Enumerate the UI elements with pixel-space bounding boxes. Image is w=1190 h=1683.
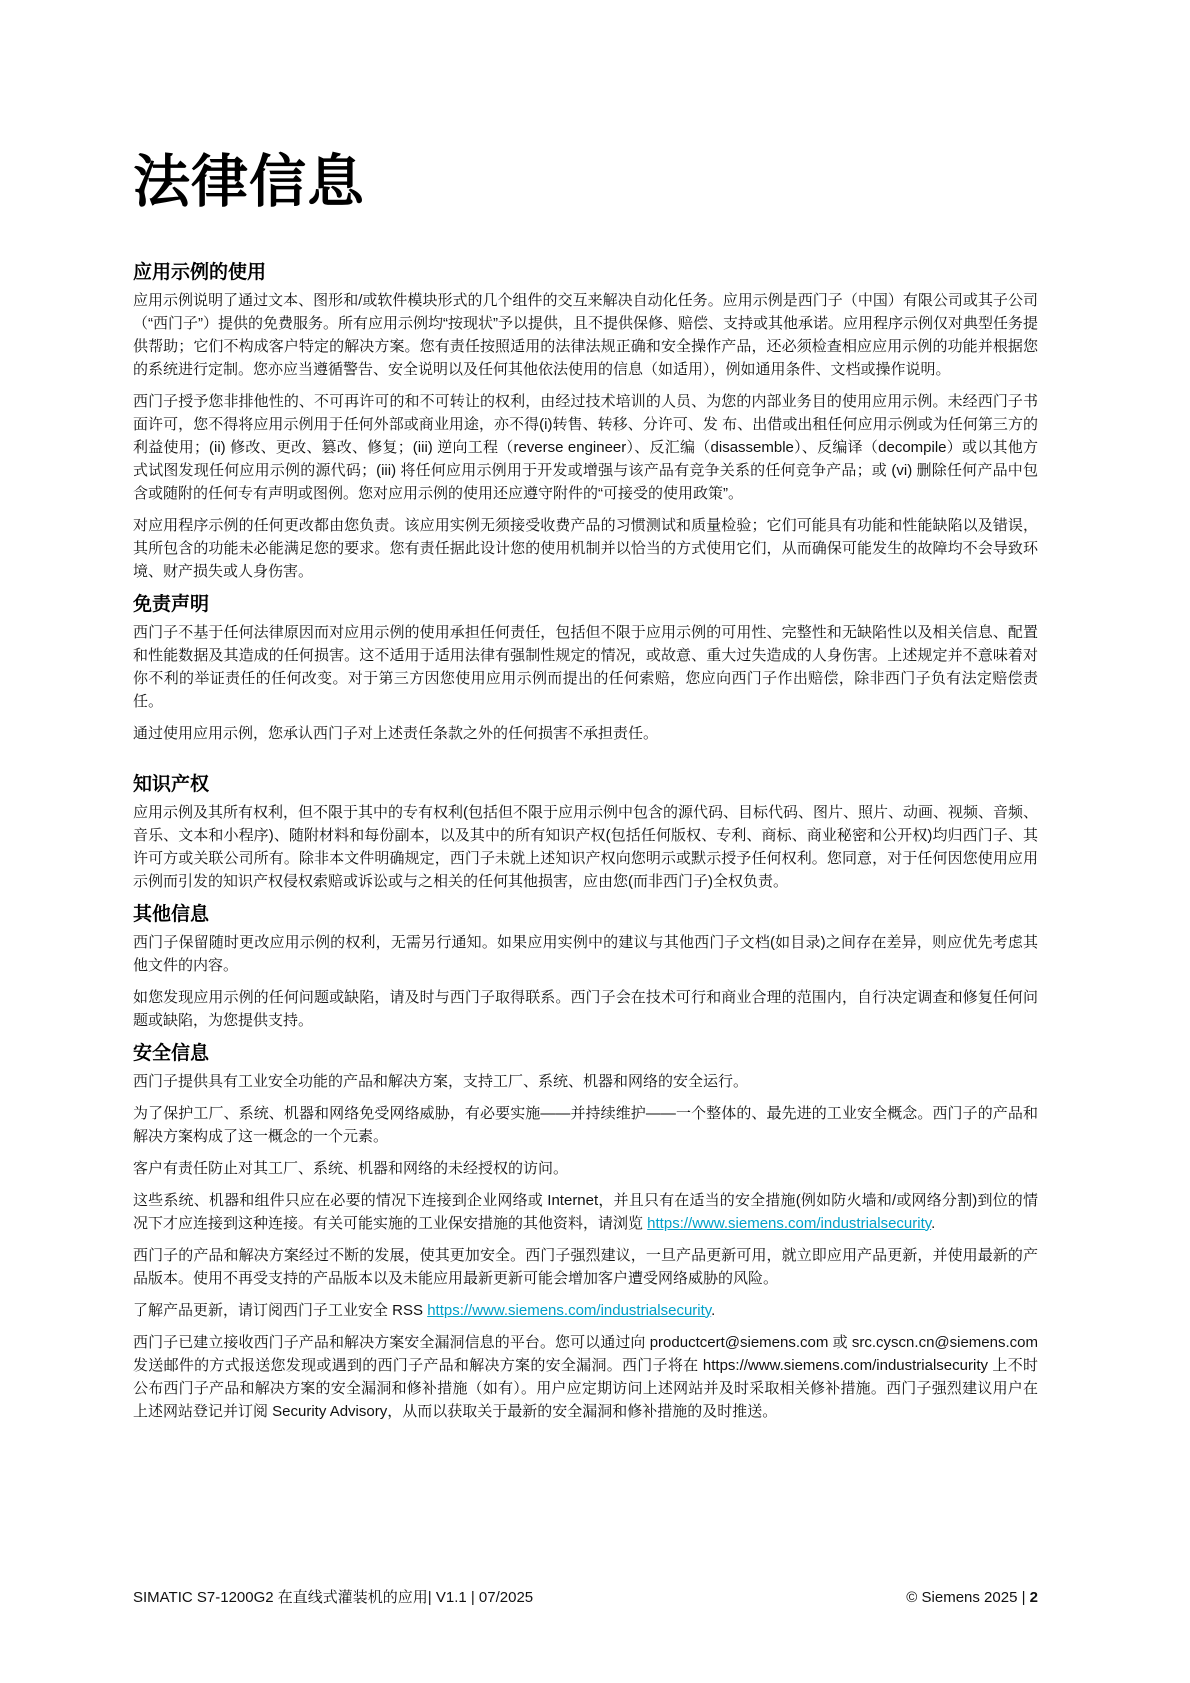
text-run: 西门子提供具有工业安全功能的产品和解决方案，支持工厂、系统、机器和网络的安全运行。 — [133, 1072, 749, 1090]
text-run: 西门子保留随时更改应用示例的权利，无需另行通知。如果应用实例中的建议与其他西门子文档(如目录)之间存在差异，则应优先考虑其他文件的内容。 — [133, 933, 1038, 974]
text-run: 为了保护工厂、系统、机器和网络免受网络威胁，有必要实施——并持续维护——一个整体的、最先进的工业安全概念。西门子的产品和解决方案构成了这一概念的一个元素。 — [133, 1104, 1038, 1145]
text-run: 西门子的产品和解决方案经过不断的发展，使其更加安全。西门子强烈建议，一旦产品更新可用，就立即应用产品更新，并使用最新的产品版本。使用不再受支持的产品版本以及未能应用最新更新可能会增加客户遭受网络威胁的风险。 — [133, 1246, 1038, 1287]
text-run: 西门子授予您非排他性的、不可再许可的和不可转让的权利，由经过技术培训的人员、为您的内部业务目的使用应用示例。未经西门子书面许可，您不得将应用示例用于任何外部或商业用途，亦不得(i)转售、转移、分许可、发 布、出借或出租任何应用示例或为任何第三方的利益使用；(ii) 修改、更改、篡改、修复；(iii) 逆向工程（reverse engineer）、反汇编（disassemble）、反编译（decompile）或以其他方式试图发现任何应用示例的源代码；(iii) 将任何应用示例用于开发或增强与该产品有竞争关系的任何竞争产品；或 (vi) 删除任何产品中包含或随附的任何专有声明或图例。您对应用示例的使用还应遵守附件的“可接受的使用政策”。 — [133, 392, 1038, 502]
paragraph — [133, 1244, 1038, 1290]
text-run: 应用示例说明了通过文本、图形和/或软件模块形式的几个组件的交互来解决自动化任务。应用示例是西门子（中国）有限公司或其子公司（“西门子”）提供的免费服务。所有应用示例均“按现状”予以提供，且不提供保修、赔偿、支持或其他承诺。应用程序示例仅对典型任务提供帮助；它们不构成客户特定的解决方案。您有责任按照适用的法律法规正确和安全操作产品，还必须检查相应应用示例的功能并根据您的系统进行定制。您亦应当遵循警告、安全说明以及任何其他依法使用的信息（如适用），例如通用条件、文档或操作说明。 — [133, 291, 1038, 378]
paragraph — [133, 1299, 1038, 1322]
paragraph — [133, 931, 1038, 977]
text-run: 西门子已建立接收西门子产品和解决方案安全漏洞信息的平台。您可以通过向 productcert@siemens.com 或 src.cyscn.cn@siemens.com 发送邮件的方式报送您发现或遇到的西门子产品和解决方案的安全漏洞。西门子将在 https://www.siemens.com/industrialsecurity 上不时公布西门子产品和解决方案的安全漏洞和修补措施（如有）。用户应定期访问上述网站并及时采取相关修补措施。西门子强烈建议用户在上述网站登记并订阅 Security Advisory，从而以获取关于最新的安全漏洞和修补措施的及时推送。 — [133, 1333, 1038, 1420]
paragraph — [133, 1070, 1038, 1093]
text-run: 如您发现应用示例的任何问题或缺陷，请及时与西门子取得联系。西门子会在技术可行和商业合理的范围内，自行决定调查和修复任何问题或缺陷，为您提供支持。 — [133, 988, 1038, 1029]
section-security-information — [133, 1041, 1038, 1423]
paragraph — [133, 1189, 1038, 1235]
hyperlink[interactable]: https://www.siemens.com/industrialsecurity — [427, 1301, 712, 1319]
text-run: . — [711, 1301, 716, 1319]
footer-copyright-text: © Siemens 2025 | — [906, 1589, 1030, 1606]
text-run: 通过使用应用示例，您承认西门子对上述责任条款之外的任何损害不承担责任。 — [133, 724, 659, 742]
hyperlink[interactable]: https://www.siemens.com/industrialsecurity — [647, 1214, 932, 1232]
paragraph — [133, 1102, 1038, 1148]
section-heading-intellectual-property: 知识产权 — [133, 773, 210, 795]
paragraph — [133, 986, 1038, 1032]
section-heading-security-information: 安全信息 — [133, 1042, 210, 1064]
paragraph — [133, 801, 1038, 893]
footer-page-number: 2 — [1029, 1589, 1038, 1606]
paragraph — [133, 1157, 1038, 1180]
page-title: 法律信息 — [133, 150, 365, 214]
text-run: . — [931, 1214, 936, 1232]
text-run: 了解产品更新，请订阅西门子工业安全 RSS — [133, 1301, 428, 1319]
text-run: 对应用程序示例的任何更改都由您负责。该应用实例无须接受收费产品的习惯测试和质量检验；它们可能具有功能和性能缺陷以及错误，其所包含的功能未必能满足您的要求。您有责任据此设计您的使用机制并以恰当的方式使用它们，从而确保可能发生的故障均不会导致环境、财产损失或人身伤害。 — [133, 516, 1038, 580]
footer-copyright — [906, 1588, 1038, 1608]
paragraph — [133, 514, 1038, 583]
page-footer — [133, 1588, 1038, 1608]
paragraph — [133, 722, 1038, 745]
text-run: 客户有责任防止对其工厂、系统、机器和网络的未经授权的访问。 — [133, 1159, 569, 1177]
section-application-examples-usage — [133, 260, 1038, 583]
text-run: 西门子不基于任何法律原因而对应用示例的使用承担任何责任，包括但不限于应用示例的可用性、完整性和无缺陷性以及相关信息、配置和性能数据及其造成的任何损害。这不适用于适用法律有强制性规定的情况，或故意、重大过失造成的人身伤害。上述规定并不意味着对你不利的举证责任的任何改变。对于第三方因您使用应用示例而提出的任何索赔，您应向西门子作出赔偿，除非西门子负有法定赔偿责任。 — [133, 623, 1038, 710]
paragraph — [133, 1331, 1038, 1423]
section-heading-disclaimer: 免责声明 — [133, 593, 210, 615]
section-heading-other-information: 其他信息 — [133, 903, 210, 925]
text-run: 应用示例及其所有权利，但不限于其中的专有权利(包括但不限于应用示例中包含的源代码、目标代码、图片、照片、动画、视频、音频、音乐、文本和小程序)、随附材料和每份副本，以及其中的所有知识产权(包括任何版权、专利、商标、商业秘密和公开权)均归西门子、其许可方或关联公司所有。除非本文件明确规定，西门子未就上述知识产权向您明示或默示授予任何权利。您同意，对于任何因您使用应用示例而引发的知识产权侵权索赔或诉讼或与之相关的任何其他损害，应由您(而非西门子)全权负责。 — [133, 803, 1039, 890]
footer-document-title: SIMATIC S7-1200G2 在直线式灌装机的应用| V1.1 | 07/2025 — [133, 1589, 534, 1606]
section-intellectual-property — [133, 772, 1038, 893]
section-other-information — [133, 902, 1038, 1032]
section-disclaimer — [133, 592, 1038, 745]
paragraph — [133, 621, 1038, 713]
section-heading-application-examples-usage: 应用示例的使用 — [133, 261, 267, 283]
paragraph — [133, 289, 1038, 381]
text-run: 这些系统、机器和组件只应在必要的情况下连接到企业网络或 Internet，并且只有在适当的安全措施(例如防火墙和/或网络分割)到位的情况下才应连接到这种连接。有关可能实施的工业保安措施的其他资料，请浏览 — [133, 1191, 1038, 1232]
paragraph — [133, 390, 1038, 505]
